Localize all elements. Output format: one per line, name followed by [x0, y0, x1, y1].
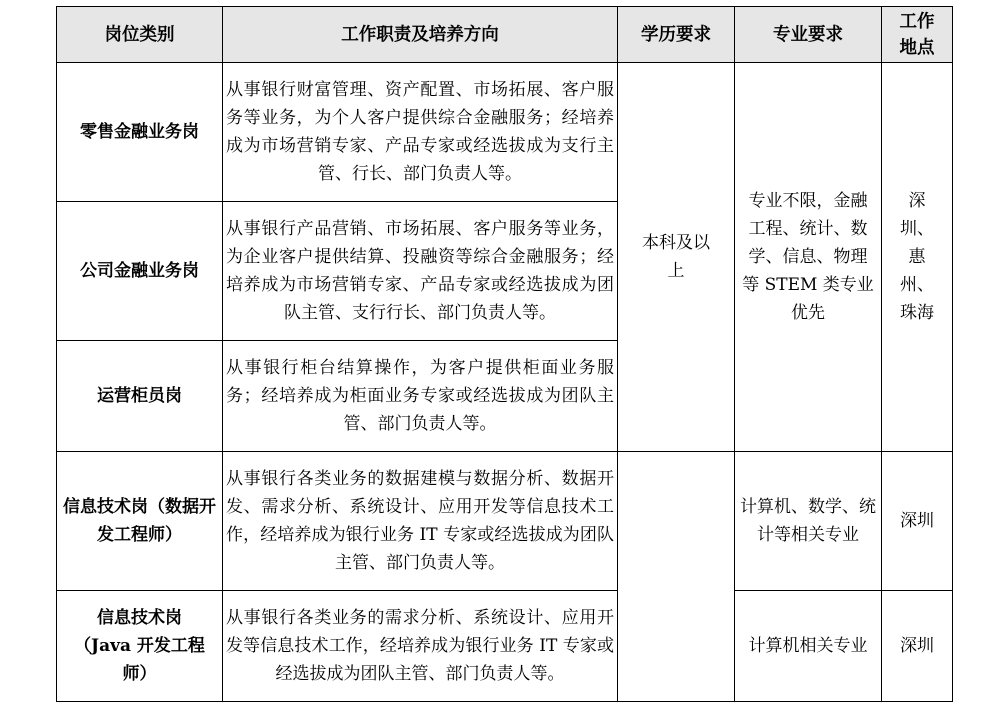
row-duties: 从事银行产品营销、市场拓展、客户服务等业务，为企业客户提供结算、投融资等综合金融服务；经培养成为市场营销专家、产品专家或经选拔成为团队主管、支行行长、部门负责人等。	[223, 202, 618, 341]
header-row	[57, 7, 953, 63]
row-major: 计算机、数学、统计等相关专业	[735, 452, 882, 591]
work-location: 深圳、惠州、珠海	[882, 63, 953, 452]
row-location: 深圳	[882, 591, 953, 702]
table-row	[57, 452, 953, 591]
row-category: 信息技术岗（数据开发工程师）	[57, 452, 223, 591]
row-duties: 从事银行柜台结算操作，为客户提供柜面业务服务；经培养成为柜面业务专家或经选拔成为团队主管、部门负责人等。	[223, 341, 618, 452]
job-positions-table	[56, 6, 953, 702]
row-location: 深圳	[882, 452, 953, 591]
table-row	[57, 591, 953, 702]
row-category: 信息技术岗（Java 开发工程师）	[57, 591, 223, 702]
row-category: 零售金融业务岗	[57, 63, 223, 202]
education-requirement-continued	[618, 452, 735, 702]
row-duties: 从事银行财富管理、资产配置、市场拓展、客户服务等业务，为个人客户提供综合金融服务；经培养成为市场营销专家、产品专家或经选拔成为支行主管、行长、部门负责人等。	[223, 63, 618, 202]
header-major: 专业要求	[735, 7, 882, 63]
major-requirement: 专业不限，金融工程、统计、数学、信息、物理等 STEM 类专业优先	[735, 63, 882, 452]
header-category: 岗位类别	[57, 7, 223, 63]
table-row	[57, 63, 953, 202]
row-duties: 从事银行各类业务的数据建模与数据分析、数据开发、需求分析、系统设计、应用开发等信息技术工作，经培养成为银行业务 IT 专家或经选拔成为团队主管、部门负责人等。	[223, 452, 618, 591]
education-requirement: 本科及以上	[618, 63, 735, 452]
header-duties: 工作职责及培养方向	[223, 7, 618, 63]
row-major: 计算机相关专业	[735, 591, 882, 702]
row-category: 运营柜员岗	[57, 341, 223, 452]
row-category: 公司金融业务岗	[57, 202, 223, 341]
row-duties: 从事银行各类业务的需求分析、系统设计、应用开发等信息技术工作，经培养成为银行业务 IT 专家或经选拔成为团队主管、部门负责人等。	[223, 591, 618, 702]
header-location: 工作地点	[882, 7, 953, 63]
header-education: 学历要求	[618, 7, 735, 63]
